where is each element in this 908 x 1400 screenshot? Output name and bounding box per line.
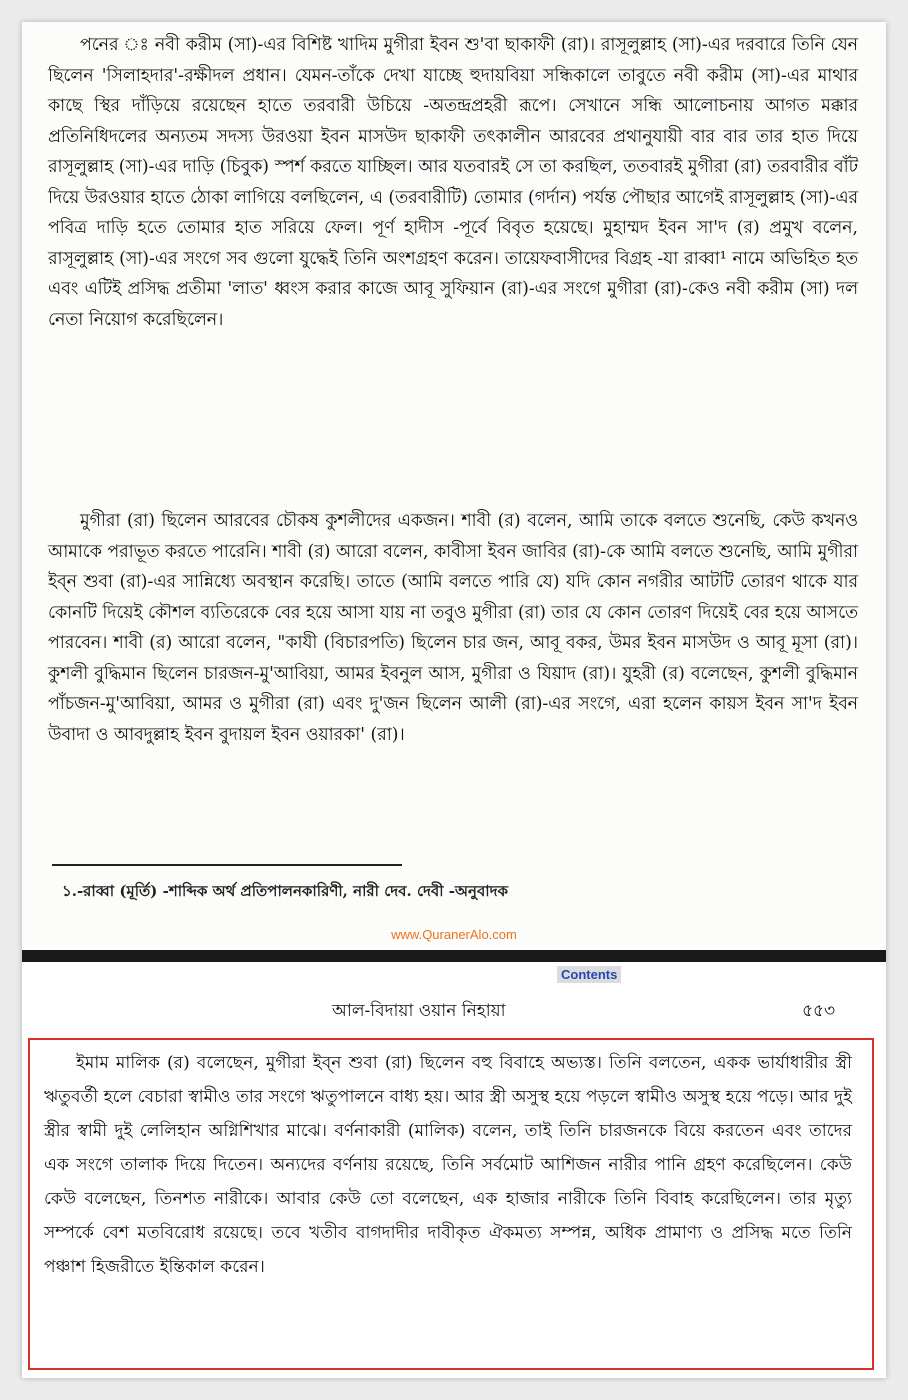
book-title: আল-বিদায়া ওয়ান নিহায়া [332,1001,506,1021]
document-page [22,22,886,1378]
page-number: ৫৫৩ [802,1001,836,1021]
body-paragraph-1: পনের ঃ নবী করীম (সা)-এর বিশিষ্ট খাদিম মুগীরা ইবন শু'বা ছাকাফী (রা)। রাসূলুল্লাহ (সা)-এর দরবারে তিনি যেন ছিলেন 'সিলাহদার'-রক্ষীদল প্রধান। যেমন-তাঁকে দেখা যাচ্ছে হুদায়বিয়া সন্ধিকালে তাবুতে নবী করীম (সা)-এর মাথার কাছে স্থির দাঁড়িয়ে রয়েছেন হাতে তরবারী উচিয়ে -অতন্দ্রপ্রহরী রূপে। সেখানে সন্ধি আলোচনায় আগত মক্কার প্রতিনিধিদলের অন্যতম সদস্য উরওয়া ইবন মাসউদ ছাকাফী তৎকালীন আরবের প্রথানুযায়ী বার বার তার হাত দিয়ে রাসূলুল্লাহ (সা)-এর দাড়ি (চিবুক) স্পর্শ করতে যাচ্ছিল। আর যতবারই সে তা করছিল, ততবারই মুগীরা (রা) তরবারীর বাঁট দিয়ে উরওয়ার হাতে ঠোকা লাগিয়ে বলছিলেন, এ (তরবারীটি) তোমার (গর্দান) পর্যন্ত পৌছার আগেই রাসূলুল্লাহ (সা)-এর পবিত্র দাড়ি হতে তোমার হাত সরিয়ে ফেল। পূর্ণ হাদীস -পূর্বে বিবৃত হয়েছে। মুহাম্মদ ইবন সা'দ (র) প্রমুখ বলেন, রাসূলুল্লাহ (সা)-এর সংগে সব গুলো যুদ্ধেই তিনি অংশগ্রহণ করেন। তায়েফবাসীদের বিগ্রহ -যা রাব্বা¹ নামে অভিহিত হত এবং এটিই প্রসিদ্ধ প্রতীমা 'লাত' ধ্বংস করার কাজে আবূ সুফিয়ান (রা)-এর সংগে মুগীরা (রা)-কেও নবী করীম (সা) দল নেতা নিয়োগ করেছিলেন। [48,35,858,330]
page-separator [22,950,886,962]
footnote: ১.-রাব্বা (মূর্তি) -শাব্দিক অর্থ প্রতিপালনকারিণী, নারী দেব. দেবী -অনুবাদক [62,882,509,900]
contents-link[interactable]: Contents [557,966,621,983]
highlighted-paragraph: ইমাম মালিক (র) বলেছেন, মুগীরা ইব্ন শুবা (রা) ছিলেন বহু বিবাহে অভ্যস্ত। তিনি বলতেন, একক ভার্যাধারীর স্ত্রী ঋতুবর্তী হলে বেচারা স্বামীও তার সংগে ঋতুপালনে বাধ্য হয়। আর স্ত্রী অসুস্থ হয়ে পড়লে স্বামীও অসুস্থ হয়ে পড়ে। আর দুই স্ত্রীর স্বামী দুই লেলিহান অগ্নিশিখার মাঝে। বর্ণনাকারী (মালিক) বলেন, তাই তিনি চারজনকে বিয়ে করতেন এবং তাদের এক সংগে তালাক দিয়ে দিতেন। অন্যদের বর্ণনায় রয়েছে, তিনি সর্বমোট আশিজন নারীর পানি গ্রহণ করেছিলেন। কেউ কেউ বলেছেন, তিনশত নারীকে। আবার কেউ তো বলেছেন, এক হাজার নারীকে তিনি বিবাহ করেছিলেন। তার মৃত্যু সম্পর্কে বেশ মতবিরোধ রয়েছে। তবে খতীব বাগদাদীর দাবীকৃত ঐকমত্য সম্পন্ন, অধিক প্রামাণ্য ও প্রসিদ্ধ মতে তিনি পঞ্চাশ হিজরীতে ইন্তিকাল করেন। [44,1053,852,1277]
footnote-divider [52,864,402,866]
body-paragraph-2: মুগীরা (রা) ছিলেন আরবের চৌকষ কুশলীদের একজন। শাবী (র) বলেন, আমি তাকে বলতে শুনেছি, কেউ কখনও আমাকে পরাভূত করতে পারেনি। শাবী (র) আরো বলেন, কাবীসা ইবন জাবির (রা)-কে আমি বলতে শুনেছি, আমি মুগীরা ইব্ন শুবা (রা)-এর সান্নিধ্যে অবস্থান করেছি। তাতে (আমি বলতে পারি যে) যদি কোন নগরীর আটটি তোরণ থাকে যার কোনটি দিয়েই কৌশল ব্যতিরেকে বের হয়ে আসা যায় না তবুও মুগীরা (রা) তার যে কোন তোরণ দিয়েই বের হয়ে আসতে পারবেন। শাবী (র) আরো বলেন, "কাযী (বিচারপতি) ছিলেন চার জন, আবূ বকর, উমর ইবন মাসউদ ও আবূ মূসা (রা)। কুশলী বুদ্ধিমান ছিলেন চারজন-মু'আবিয়া, আমর ইবনুল আস, মুগীরা ও যিয়াদ (রা)। যুহরী (র) বলেছেন, কুশলী বুদ্ধিমান পাঁচজন-মু'আবিয়া, আমর ও মুগীরা (রা) এবং দু'জন ছিলেন আলী (রা)-এর সংগে, এরা হলেন কায়স ইবন সা'দ ইবন উবাদা ও আবদুল্লাহ ইবন বুদায়ল ইবন ওয়ারকা' (রা)। [48,511,858,745]
scanned-page-region [22,22,886,952]
site-watermark: www.QuranerAlo.com [391,927,517,942]
